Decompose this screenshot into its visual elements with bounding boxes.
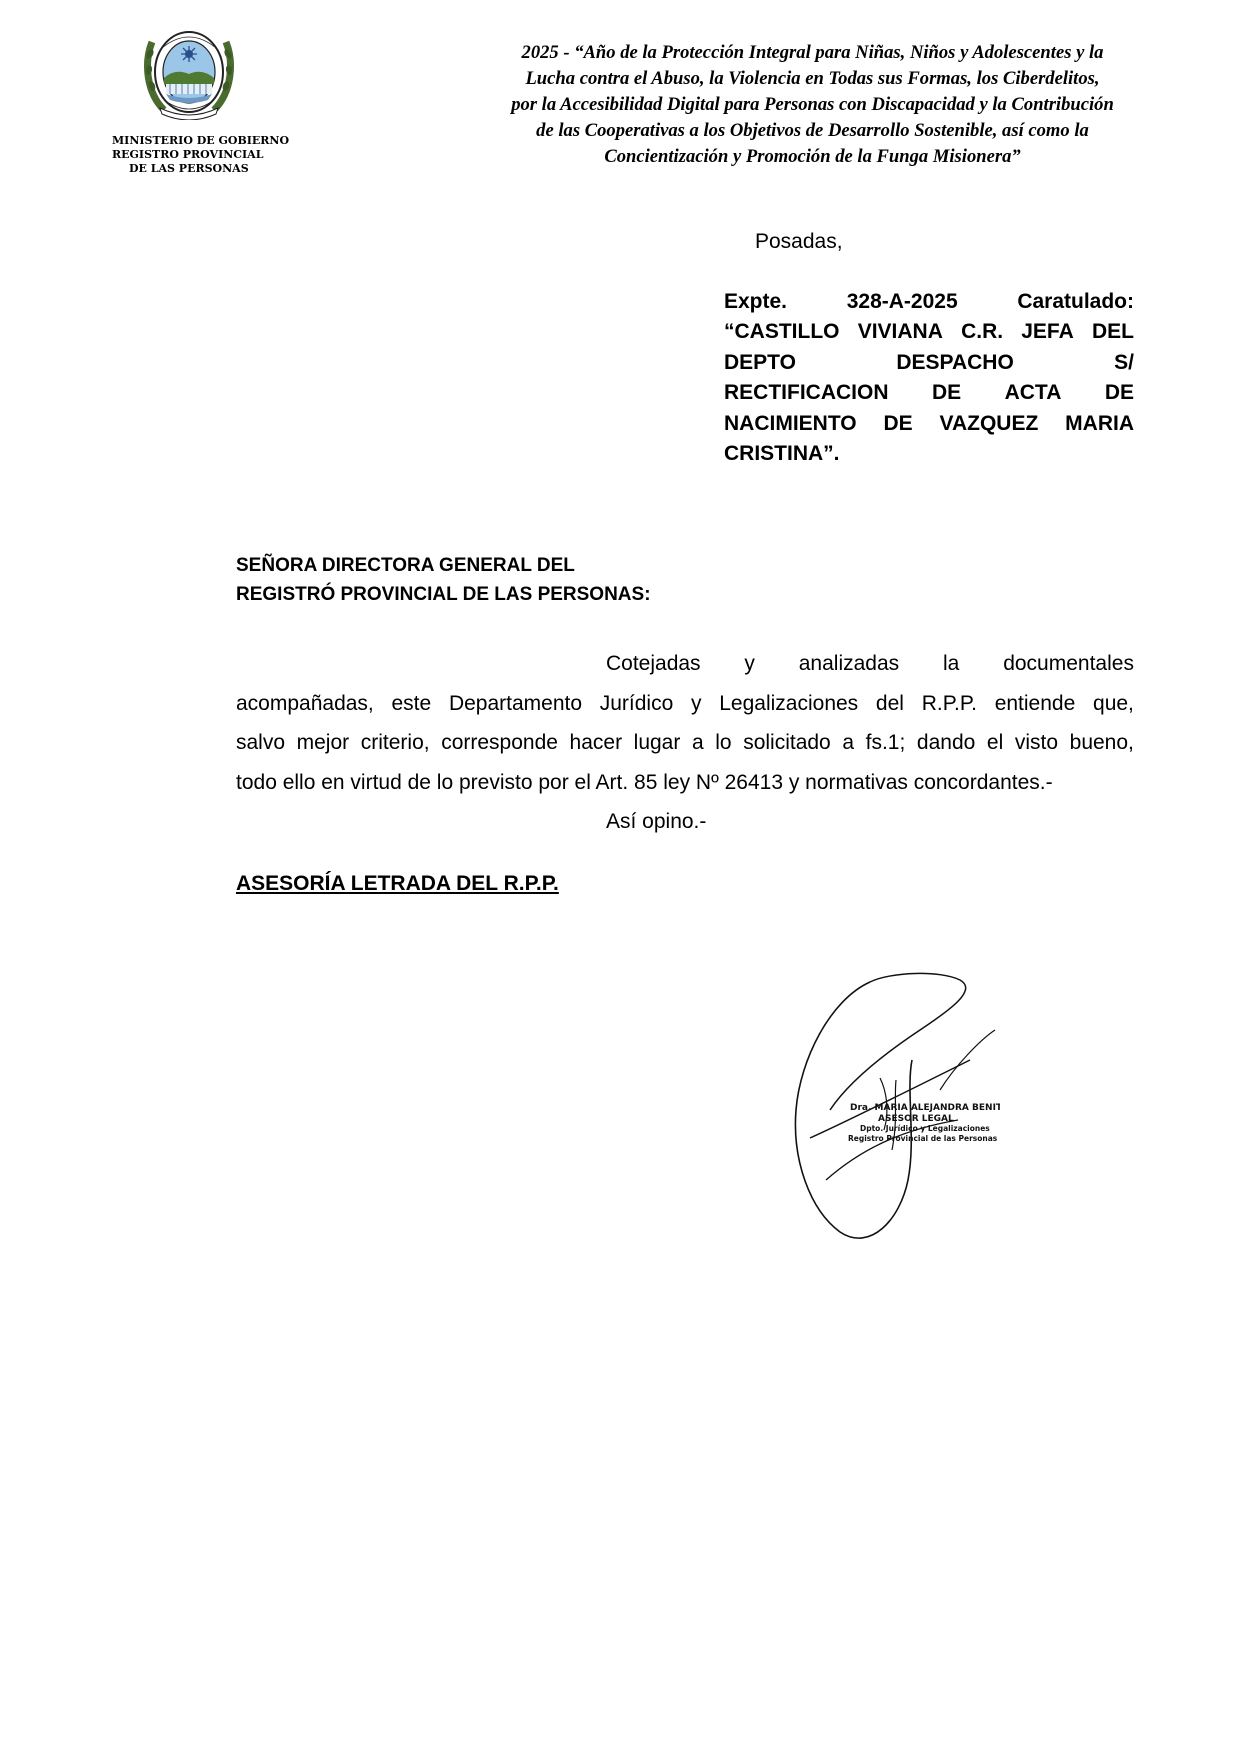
- word: documentales: [1003, 652, 1134, 675]
- word: mejor: [296, 731, 350, 754]
- word: y: [691, 691, 702, 715]
- motto-line: Lucha contra el Abuso, la Violencia en Todas sus Formas, los Ciberdelitos,: [525, 68, 1100, 89]
- word: hacer: [569, 731, 623, 754]
- word: NACIMIENTO: [724, 411, 857, 435]
- closing: Así opino.-: [606, 810, 707, 833]
- motto-line: por la Accesibilidad Digital para Personas con Discapacidad y la Contribución: [511, 94, 1114, 115]
- word: VIVIANA: [857, 320, 943, 344]
- case-line-last: CRISTINA”.: [724, 442, 840, 466]
- word: Legalizaciones: [719, 691, 859, 715]
- motto-line: de las Cooperativas a los Objetivos de Desarrollo Sostenible, así como la: [536, 120, 1089, 141]
- case-line: [724, 348, 1134, 378]
- word: “CASTILLO: [724, 320, 840, 344]
- word: Jurídico: [599, 691, 674, 715]
- word: lo: [715, 731, 732, 754]
- word: JEFA: [1021, 320, 1074, 344]
- motto-line: Concientización y Promoción de la Funga Misionera”: [604, 146, 1021, 167]
- word: analizadas: [798, 652, 900, 675]
- addressee-line: SEÑORA DIRECTORA GENERAL DEL: [236, 555, 575, 576]
- body-line: [236, 644, 1134, 684]
- word: solicitado: [743, 731, 831, 754]
- word: este: [391, 691, 432, 715]
- case-line: [724, 378, 1134, 408]
- motto-line: 2025 - “Año de la Protección Integral para Niñas, Niños y Adolescentes y la: [521, 42, 1104, 63]
- ministry-line: MINISTERIO DE GOBIERNO: [112, 134, 290, 147]
- word: DE: [1104, 381, 1134, 405]
- word: dando: [916, 731, 976, 754]
- word: 328-A-2025: [846, 290, 958, 313]
- place-date: Posadas,: [755, 230, 843, 253]
- word: DEL: [1091, 320, 1134, 344]
- word: DEPTO: [724, 350, 796, 374]
- word: MARIA: [1065, 411, 1134, 435]
- word: fs.1;: [865, 731, 906, 754]
- case-line: [724, 409, 1134, 439]
- svg-text:Registro Provincial de las Per: Registro Provincial de las Personas: [848, 1134, 998, 1143]
- word: RECTIFICACION: [724, 381, 889, 405]
- word: y: [744, 652, 755, 675]
- word: S/: [1114, 350, 1134, 374]
- word: entiende: [994, 691, 1076, 715]
- word: Cotejadas: [606, 652, 701, 675]
- svg-text:Dra. MARIA ALEJANDRA BENITEZ: Dra. MARIA ALEJANDRA BENITEZ: [850, 1103, 1000, 1113]
- word: a: [691, 731, 704, 754]
- year-motto: [440, 40, 1185, 170]
- word: R.P.P.: [921, 691, 977, 715]
- case-line: [724, 317, 1134, 347]
- body-line: [236, 723, 1134, 763]
- svg-text:Dpto. Jurídico y Legalizacione: Dpto. Jurídico y Legalizaciones: [860, 1124, 990, 1133]
- word: VAZQUEZ: [939, 411, 1039, 435]
- word: criterio,: [360, 731, 430, 754]
- word: DESPACHO: [896, 350, 1014, 374]
- word: que,: [1093, 691, 1134, 715]
- word: Caratulado:: [1017, 290, 1134, 313]
- word: del: [875, 691, 904, 715]
- registry-line: REGISTRO PROVINCIAL: [112, 148, 264, 161]
- word: Departamento: [448, 691, 583, 715]
- persons-line: DE LAS PERSONAS: [129, 162, 249, 175]
- word: DE: [931, 381, 962, 405]
- signoff: ASESORÍA LETRADA DEL R.P.P.: [236, 872, 559, 895]
- word: a: [842, 731, 855, 754]
- addressee-line: REGISTRÓ PROVINCIAL DE LAS PERSONAS:: [236, 584, 651, 605]
- word: Expte.: [724, 290, 788, 313]
- ministry-block: [112, 134, 292, 176]
- addressee: [236, 551, 651, 609]
- signature-stamp: [790, 970, 1000, 1248]
- case-line: [724, 287, 1134, 317]
- word: el: [986, 731, 1004, 754]
- word: DE: [883, 411, 913, 435]
- word: ACTA: [1004, 381, 1062, 405]
- word: acompañadas,: [236, 691, 374, 715]
- body-line-last: todo ello en virtud de lo previsto por el Art. 85 ley Nº 26413 y normativas concordantes.-: [236, 770, 1053, 794]
- svg-text:ASESOR LEGAL: ASESOR LEGAL: [878, 1114, 954, 1124]
- word: C.R.: [961, 320, 1004, 344]
- word: bueno,: [1069, 731, 1134, 754]
- opinion-body: [236, 644, 1134, 842]
- case-reference: [724, 287, 1134, 469]
- provincia-de-misiones-seal: [142, 22, 236, 120]
- word: visto: [1014, 731, 1059, 754]
- word: salvo: [236, 731, 286, 754]
- word: la: [943, 652, 960, 675]
- word: corresponde: [441, 731, 558, 754]
- word: lugar: [633, 731, 681, 754]
- body-line: [236, 684, 1134, 724]
